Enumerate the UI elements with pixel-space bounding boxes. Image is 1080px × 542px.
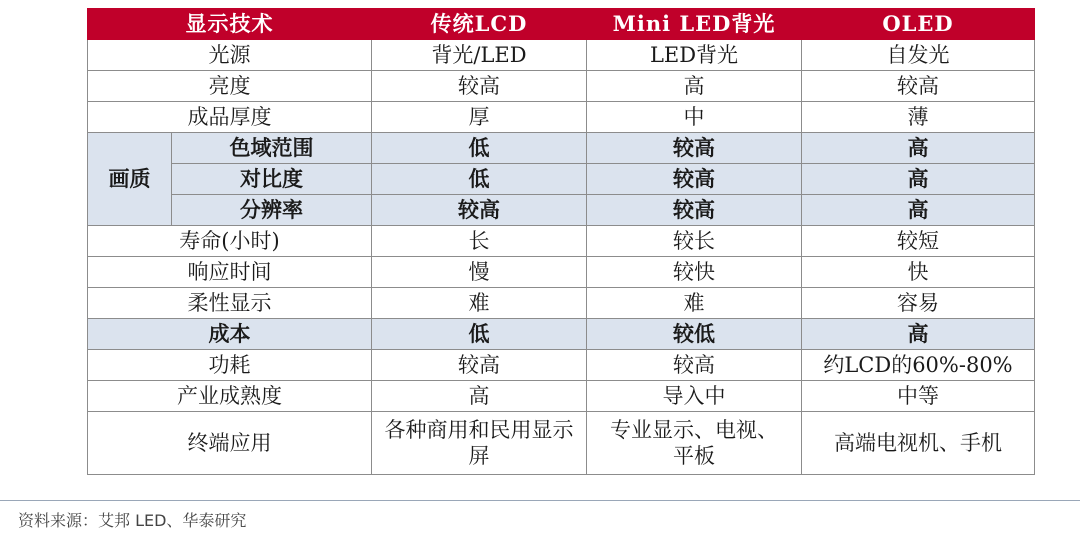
table-row [88,226,1035,257]
table-row [88,412,1035,475]
cell-mini-led: 中 [587,102,802,133]
source-note: 资料来源：艾邦 LED、华泰研究 [18,511,247,530]
cell-mini-led: 较快 [587,257,802,288]
row-label: 终端应用 [88,412,372,475]
table-row [88,40,1035,71]
cell-mini-led: 较高 [587,195,802,226]
cell-mini-led: 较高 [587,133,802,164]
row-label: 色域范围 [172,133,372,164]
cell-oled: 高 [802,133,1035,164]
cell-oled: 容易 [802,288,1035,319]
cell-oled: 约LCD的60%-80% [802,350,1035,381]
cell-lcd: 较高 [372,195,587,226]
cell-lcd: 低 [372,164,587,195]
row-label: 成品厚度 [88,102,372,133]
cell-mini-led: LED背光 [587,40,802,71]
cell-lcd: 背光/LED [372,40,587,71]
table-header-row [88,9,1035,40]
cell-oled: 高 [802,164,1035,195]
cell-lcd: 各种商用和民用显示屏 [372,412,587,475]
cell-lcd: 高 [372,381,587,412]
table-row-highlighted [88,133,1035,164]
header-oled: OLED [802,9,1035,40]
row-label: 寿命(小时) [88,226,372,257]
table-row [88,71,1035,102]
row-label: 分辨率 [172,195,372,226]
cell-oled: 薄 [802,102,1035,133]
cell-mini-led: 较高 [587,164,802,195]
row-label: 响应时间 [88,257,372,288]
group-label-quality: 画质 [88,133,172,226]
cell-mini-led: 高 [587,71,802,102]
cell-lcd: 低 [372,319,587,350]
cell-mini-led: 较低 [587,319,802,350]
footer-divider [0,500,1080,501]
comparison-table-container [87,8,1034,475]
row-label: 成本 [88,319,372,350]
cell-lcd: 长 [372,226,587,257]
cell-lcd: 低 [372,133,587,164]
header-lcd: 传统LCD [372,9,587,40]
header-display-tech: 显示技术 [88,9,372,40]
cell-lcd: 较高 [372,71,587,102]
row-label: 产业成熟度 [88,381,372,412]
table-row-highlighted [88,319,1035,350]
cell-oled: 较高 [802,71,1035,102]
cell-lcd: 慢 [372,257,587,288]
cell-oled: 快 [802,257,1035,288]
cell-mini-led: 较高 [587,350,802,381]
cell-oled: 自发光 [802,40,1035,71]
table-row [88,257,1035,288]
display-tech-comparison-table [87,8,1035,475]
cell-lcd: 较高 [372,350,587,381]
cell-lcd: 难 [372,288,587,319]
cell-oled: 高端电视机、手机 [802,412,1035,475]
cell-oled: 高 [802,319,1035,350]
cell-mini-led: 难 [587,288,802,319]
table-row [88,288,1035,319]
table-row-highlighted [88,164,1035,195]
row-label: 对比度 [172,164,372,195]
table-row [88,350,1035,381]
row-label: 光源 [88,40,372,71]
cell-oled: 高 [802,195,1035,226]
table-row-highlighted [88,195,1035,226]
cell-lcd: 厚 [372,102,587,133]
cell-oled: 中等 [802,381,1035,412]
cell-mini-led: 导入中 [587,381,802,412]
table-row [88,102,1035,133]
cell-mini-led: 较长 [587,226,802,257]
header-mini-led: Mini LED背光 [587,9,802,40]
table-row [88,381,1035,412]
row-label: 功耗 [88,350,372,381]
row-label: 亮度 [88,71,372,102]
cell-oled: 较短 [802,226,1035,257]
row-label: 柔性显示 [88,288,372,319]
cell-mini-led: 专业显示、电视、平板 [587,412,802,475]
